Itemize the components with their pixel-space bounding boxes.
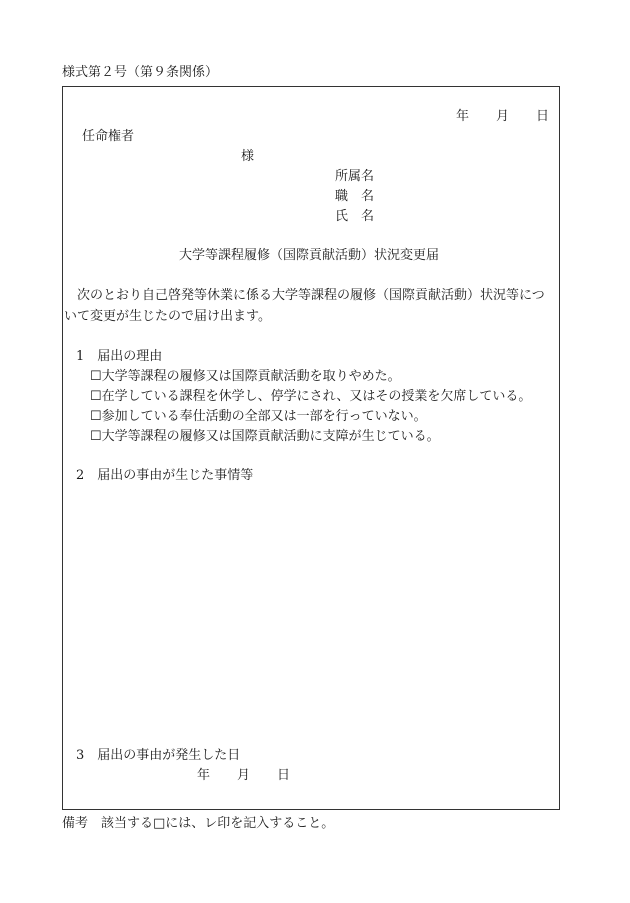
date-month-label: 月 (496, 109, 510, 124)
reason-option-label: 大学等課程の履修又は国際貢献活動を取りやめた。 (101, 369, 401, 384)
position-label: 職 名 (335, 189, 375, 204)
circumstances-area[interactable] (76, 490, 546, 740)
intro-paragraph: 次のとおり自己啓発等休業に係る大学等課程の履修（国際貢献活動）状況等について変更が生じたので届け出ます。 (64, 288, 545, 324)
reason-option-label: 在学している課程を休学し、停学にされ、又はその授業を欠席している。 (101, 389, 532, 404)
reason-option-label: 参加している奉仕活動の全部又は一部を行っていない。 (101, 409, 427, 424)
date-day-label: 日 (536, 109, 550, 124)
checkbox-icon[interactable]: ☐ (90, 429, 102, 444)
name-label: 氏 名 (335, 209, 375, 224)
checkbox-icon[interactable]: ☐ (90, 389, 102, 404)
reason-option-label: 大学等課程の履修又は国際貢献活動に支障が生じている。 (101, 429, 440, 444)
remarks-note: 備考 該当する□には、レ印を記入すること。 (62, 816, 335, 831)
occurrence-month-label: 月 (237, 768, 251, 783)
affiliation-label: 所属名 (335, 169, 375, 184)
form-number-label: 様式第２号（第９条関係） (62, 65, 219, 80)
reason-option-3[interactable] (90, 410, 427, 423)
occurrence-year-label: 年 (197, 768, 211, 783)
date-year-label: 年 (456, 109, 470, 124)
section1-heading: 1 届出の理由 (76, 349, 163, 364)
checkbox-icon[interactable]: ☐ (90, 409, 102, 424)
section2-heading: 2 届出の事由が生じた事情等 (76, 468, 254, 483)
section3-heading: 3 届出の事由が発生した日 (76, 748, 241, 763)
checkbox-icon[interactable]: ☐ (90, 369, 102, 384)
appointer-label: 任命権者 (82, 129, 135, 144)
reason-option-4[interactable] (90, 430, 440, 443)
form-title: 大学等課程履修（国際貢献活動）状況変更届 (179, 248, 440, 263)
reason-option-1[interactable] (90, 370, 401, 383)
occurrence-day-label: 日 (277, 768, 291, 783)
honorific-label: 様 (241, 149, 255, 164)
reason-option-2[interactable] (90, 390, 531, 403)
